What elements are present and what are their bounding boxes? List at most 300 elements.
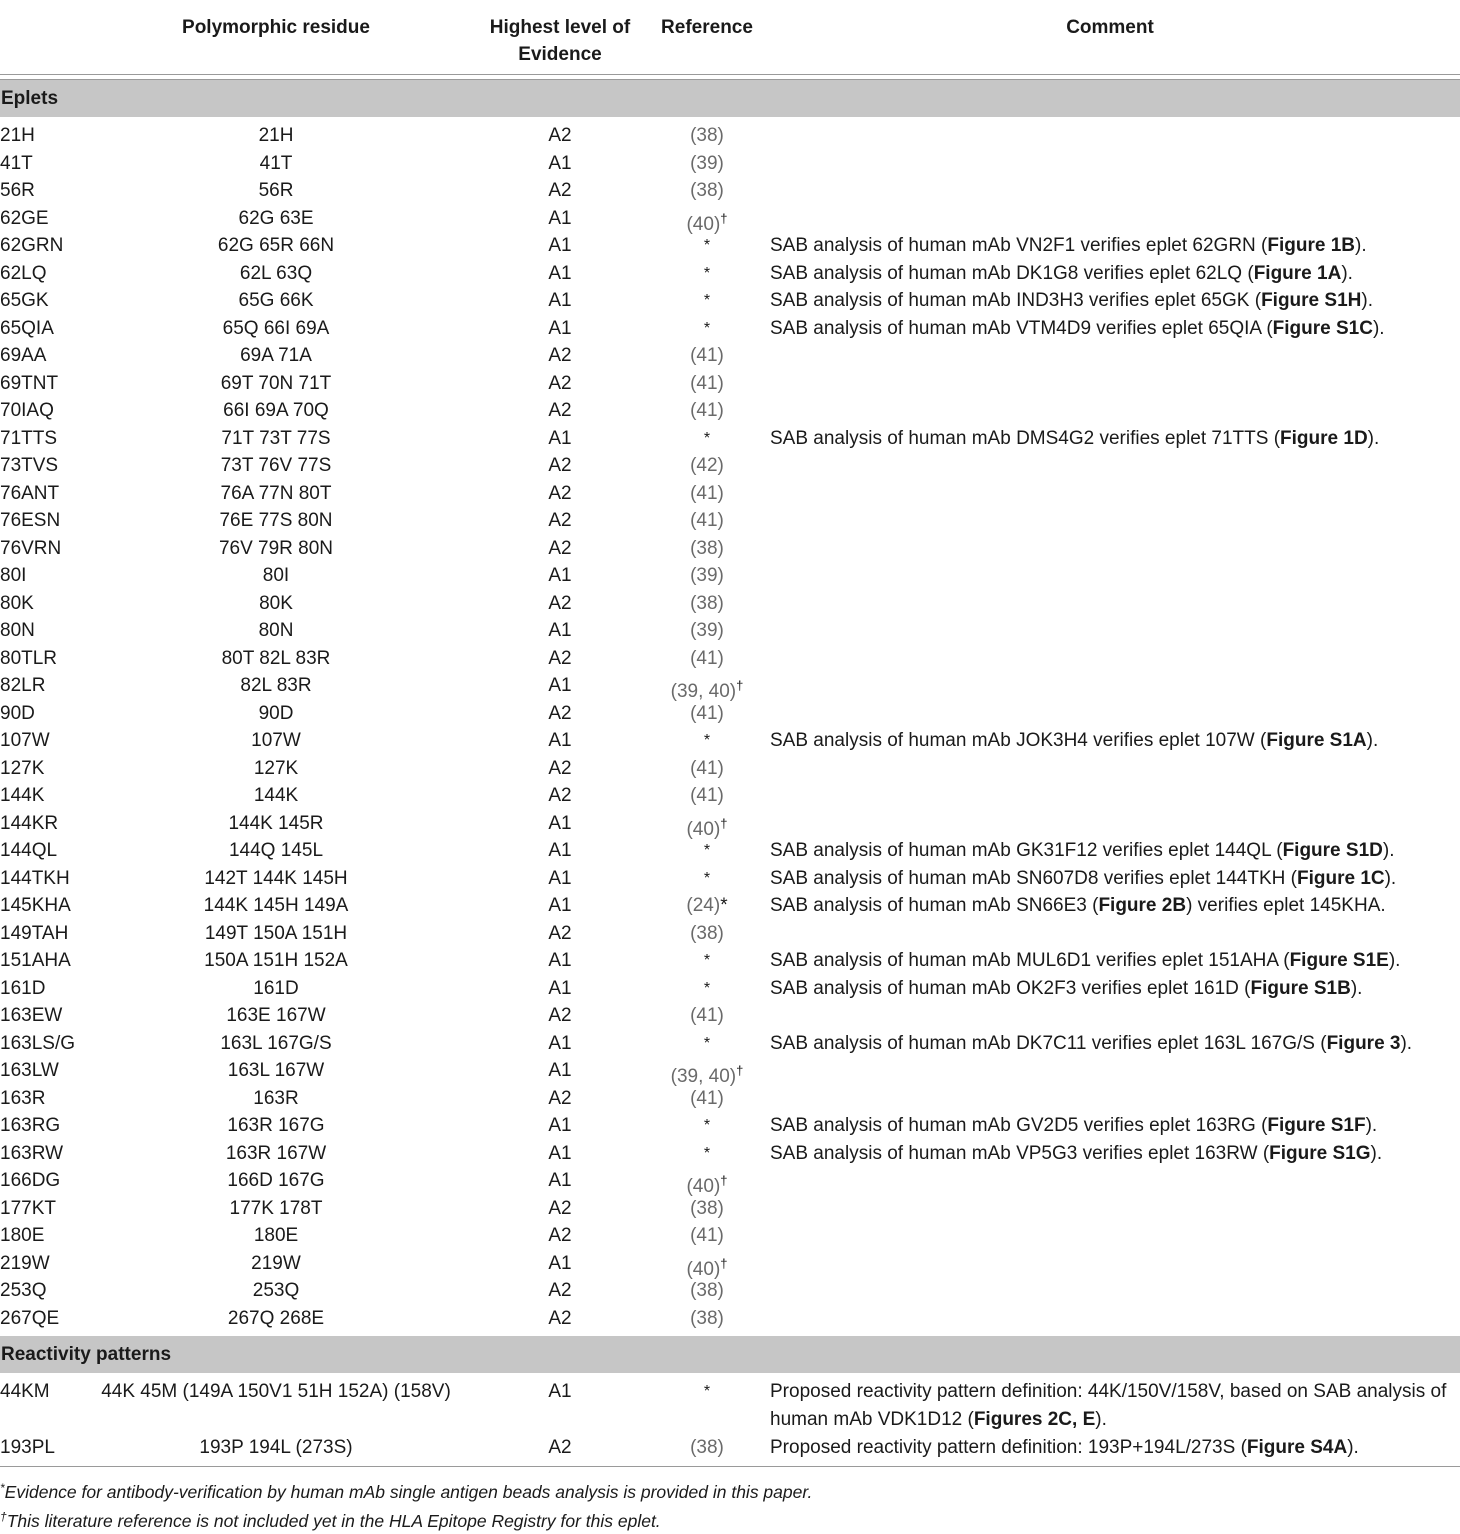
star-mark: * [703, 1117, 711, 1134]
table-row [0, 1434, 1460, 1462]
comment-cell [760, 1195, 1460, 1223]
comment-text: SAB analysis of human mAb DMS4G2 verifies eplet 71TTS ( [770, 427, 1281, 449]
comment-tail: ). [1095, 1408, 1107, 1430]
reactivity-rows [0, 1373, 1460, 1466]
eplet-name: 76ANT [0, 482, 60, 504]
polymorphic-residue: 44K 45M (149A 150V1 51H 152A) (158V) [101, 1381, 451, 1402]
table-row [0, 507, 1460, 535]
reference-cell [654, 1112, 760, 1140]
comment-text: SAB analysis of human mAb DK7C11 verifies eplet 163L 167G/S ( [770, 1032, 1327, 1054]
figure-ref: Figure S1A [1266, 730, 1367, 751]
eplet-name: 127K [0, 757, 45, 779]
comment-cell [760, 1434, 1460, 1462]
reference-cell [654, 672, 760, 700]
table-row [0, 535, 1460, 563]
polymorphic-residue: 76E 77S 80N [219, 510, 333, 531]
eplet-name: 163RW [0, 1142, 64, 1164]
reference-cell [654, 1002, 760, 1030]
evidence-level: A1 [548, 427, 572, 449]
eplet-name: 76VRN [0, 537, 62, 559]
reference-cell [654, 617, 760, 645]
table-row [0, 1250, 1460, 1278]
eplet-name: 144K [0, 785, 45, 806]
table-row [0, 1057, 1460, 1085]
eplet-name: 21H [0, 125, 35, 146]
star-mark: * [703, 237, 711, 254]
evidence-level: A1 [548, 1060, 572, 1081]
table-row [0, 370, 1460, 398]
figure-ref: Figure 1B [1267, 235, 1356, 256]
table-row [0, 727, 1460, 755]
reference-number: (39) [690, 620, 724, 641]
reference-number: (38) [690, 1437, 724, 1458]
table-row [0, 1030, 1460, 1058]
polymorphic-residue: 80T 82L 83R [221, 647, 331, 669]
reference-number: (41) [690, 510, 724, 531]
polymorphic-residue: 193P 194L (273S) [199, 1437, 353, 1458]
table-row [0, 645, 1460, 673]
eplet-name: 65QIA [0, 317, 54, 339]
eplet-name: 144KR [0, 812, 59, 834]
evidence-level: A1 [548, 840, 572, 861]
reference-cell [654, 975, 760, 1003]
reference-number: (41) [690, 482, 724, 504]
table-row [0, 1112, 1460, 1140]
table-row [0, 617, 1460, 645]
polymorphic-residue: 144K 145H 149A [203, 895, 349, 916]
reference-cell [654, 287, 760, 315]
evidence-level: A1 [548, 290, 572, 311]
reference-number: (41) [690, 400, 724, 421]
figure-ref: Figure S4A [1246, 1437, 1348, 1458]
polymorphic-residue: 80I [262, 565, 290, 586]
dagger-mark: † [736, 1063, 744, 1078]
figure-ref: Figure 2B [1098, 895, 1187, 916]
evidence-level: A1 [548, 1142, 572, 1164]
reference-cell [654, 150, 760, 178]
reference-number: (39, 40) [670, 1066, 737, 1087]
reference-cell [654, 920, 760, 948]
section-reactivity: Reactivity patterns [0, 1336, 1460, 1373]
reference-number: (40) [686, 1258, 721, 1280]
eplet-name: 80TLR [0, 647, 58, 669]
polymorphic-residue: 163R 167G [227, 1115, 325, 1136]
comment-cell [760, 315, 1460, 343]
comment-text: SAB analysis of human mAb GV2D5 verifies eplet 163RG ( [770, 1115, 1268, 1136]
figure-ref: Figure S1B [1250, 977, 1351, 999]
eplet-name: 76ESN [0, 510, 61, 531]
comment-cell [760, 837, 1460, 865]
evidence-level: A1 [548, 895, 572, 916]
table-row [0, 1140, 1460, 1168]
eplet-name: 219W [0, 1252, 50, 1274]
reference-number: (38) [690, 180, 724, 201]
table-row [0, 837, 1460, 865]
eplet-name: 145KHA [0, 895, 71, 916]
comment-cell [760, 480, 1460, 508]
figure-ref: Figure S1D [1282, 840, 1383, 861]
table-row [0, 755, 1460, 783]
polymorphic-residue: 80K [259, 592, 293, 614]
comment-cell [760, 975, 1460, 1003]
reference-cell [654, 727, 760, 755]
evidence-level: A2 [548, 647, 572, 669]
reference-cell [654, 535, 760, 563]
evidence-level: A1 [548, 317, 572, 339]
evidence-level: A2 [548, 1437, 572, 1458]
comment-cell [760, 920, 1460, 948]
reference-number: (40) [686, 1176, 721, 1197]
table-row [0, 562, 1460, 590]
table-row [0, 810, 1460, 838]
eplet-name: 41T [0, 152, 33, 174]
evidence-level: A2 [548, 702, 572, 724]
figure-ref: Figure S1E [1289, 950, 1389, 971]
polymorphic-residue: 149T 150A 151H [204, 922, 348, 944]
star-mark: * [703, 979, 711, 997]
reference-number: (24) [686, 895, 721, 916]
comment-cell [760, 260, 1460, 288]
reference-cell [654, 810, 760, 838]
eplet-name: 80N [0, 620, 35, 641]
star-mark: * [703, 952, 711, 969]
evidence-level: A2 [548, 537, 572, 559]
reference-cell [654, 1277, 760, 1305]
polymorphic-residue: 56R [258, 180, 294, 201]
evidence-level: A2 [548, 1307, 572, 1329]
reference-cell [654, 1222, 760, 1250]
star-mark: * [703, 1034, 711, 1052]
reference-cell [654, 425, 760, 453]
footnote-star: *Evidence for antibody-verification by human mAb single antigen beads analysis is provided in this paper. [0, 1480, 813, 1502]
header-col-level: Highest level of Evidence [489, 17, 631, 65]
comment-cell [760, 150, 1460, 178]
reference-cell [654, 122, 760, 150]
reference-number: (41) [690, 1225, 724, 1246]
evidence-level: A2 [548, 482, 572, 504]
dagger-mark: † [720, 815, 728, 831]
table-row [0, 480, 1460, 508]
reference-cell [654, 205, 760, 233]
comment-cell [760, 397, 1460, 425]
evidence-level: A1 [548, 1252, 572, 1274]
figure-ref: Figure S1C [1272, 317, 1373, 339]
reference-number: (41) [690, 757, 724, 779]
polymorphic-residue: 21H [258, 125, 294, 146]
comment-text: SAB analysis of human mAb VP5G3 verifies eplet 163RW ( [770, 1142, 1270, 1164]
comment-tail: ). [1367, 427, 1380, 449]
figure-ref: Figure S1G [1269, 1142, 1371, 1164]
comment-tail: ). [1388, 950, 1401, 971]
comment-cell [760, 1167, 1460, 1195]
reference-cell [654, 507, 760, 535]
eplet-name: 166DG [0, 1170, 61, 1191]
polymorphic-residue: 267Q 268E [227, 1307, 325, 1329]
evidence-level: A1 [548, 977, 572, 999]
eplet-name: 65GK [0, 290, 49, 311]
evidence-level: A1 [548, 207, 572, 229]
polymorphic-residue: 142T 144K 145H [204, 867, 348, 889]
eplet-name: 163LW [0, 1060, 59, 1081]
evidence-level: A1 [548, 812, 572, 834]
evidence-level: A2 [548, 592, 572, 614]
reference-number: (38) [690, 1280, 724, 1301]
table-row [0, 892, 1460, 920]
table-row [0, 590, 1460, 618]
figure-ref: Figures 2C, E [973, 1408, 1096, 1430]
polymorphic-residue: 166D 167G [227, 1170, 325, 1191]
table-row [0, 920, 1460, 948]
reference-number: (41) [690, 647, 724, 669]
reference-cell [654, 755, 760, 783]
comment-text: SAB analysis of human mAb VN2F1 verifies eplet 62GRN ( [770, 235, 1268, 256]
section-eplets: Eplets [0, 80, 1460, 117]
comment-tail: ). [1384, 867, 1397, 889]
eplet-name: 56R [0, 180, 35, 201]
polymorphic-residue: 69A 71A [240, 345, 312, 366]
star-mark: * [703, 319, 711, 337]
dagger-mark: † [720, 1173, 728, 1188]
reference-cell [654, 1378, 760, 1434]
eplet-name: 161D [0, 977, 46, 999]
eplet-name: 73TVS [0, 455, 59, 476]
eplet-name: 193PL [0, 1437, 55, 1458]
comment-tail: ). [1366, 730, 1379, 751]
table-row [0, 1195, 1460, 1223]
comment-cell [760, 1057, 1460, 1085]
table-row [0, 260, 1460, 288]
polymorphic-residue: 144K 145R [228, 812, 324, 834]
comment-cell [760, 947, 1460, 975]
comment-cell [760, 452, 1460, 480]
polymorphic-residue: 65Q 66I 69A [222, 317, 330, 339]
dagger-mark: † [720, 210, 728, 226]
table-row [0, 1305, 1460, 1333]
polymorphic-residue: 65G 66K [238, 290, 314, 311]
eplet-name: 69TNT [0, 372, 59, 394]
table-row [0, 1085, 1460, 1113]
evidence-level: A2 [548, 922, 572, 944]
table-row [0, 700, 1460, 728]
star-mark: * [703, 1144, 711, 1162]
evidence-level: A1 [548, 1032, 572, 1054]
evidence-level: A1 [548, 152, 572, 174]
evidence-level: A1 [548, 730, 572, 751]
reference-cell [654, 342, 760, 370]
reference-cell [654, 1140, 760, 1168]
comment-cell [760, 672, 1460, 700]
comment-cell [760, 755, 1460, 783]
eplet-name: 144QL [0, 840, 58, 861]
polymorphic-residue: 163R 167W [225, 1142, 327, 1164]
comment-cell [760, 727, 1460, 755]
table-header [0, 0, 1460, 75]
comment-cell [760, 590, 1460, 618]
comment-cell [760, 782, 1460, 810]
reference-cell [654, 1167, 760, 1195]
table-row [0, 342, 1460, 370]
table-row [0, 1277, 1460, 1305]
comment-text: SAB analysis of human mAb MUL6D1 verifies eplet 151AHA ( [770, 950, 1290, 971]
star-mark: * [703, 732, 711, 749]
reference-cell [654, 892, 760, 920]
header-col-residue: Polymorphic residue [182, 17, 370, 38]
comment-text: SAB analysis of human mAb JOK3H4 verifies eplet 107W ( [770, 730, 1267, 751]
figure-ref: Figure 3 [1326, 1032, 1401, 1054]
comment-cell [760, 617, 1460, 645]
comment-cell [760, 1085, 1460, 1113]
evidence-level: A1 [548, 235, 572, 256]
reference-cell [654, 1305, 760, 1333]
eplet-name: 82LR [0, 675, 46, 696]
evidence-level: A2 [548, 345, 572, 366]
reference-cell [654, 315, 760, 343]
reference-cell [654, 260, 760, 288]
reference-cell [654, 782, 760, 810]
star-mark: * [703, 869, 711, 887]
comment-text: SAB analysis of human mAb SN66E3 ( [770, 895, 1099, 916]
eplet-name: 177KT [0, 1197, 56, 1219]
reference-cell [654, 837, 760, 865]
reference-number: (41) [690, 1005, 724, 1026]
comment-cell [760, 205, 1460, 233]
eplet-name: 149TAH [0, 922, 69, 944]
reference-cell [654, 480, 760, 508]
eplet-name: 144TKH [0, 867, 70, 889]
table-row [0, 205, 1460, 233]
table-row [0, 782, 1460, 810]
evidence-level: A1 [548, 1115, 572, 1136]
evidence-level: A2 [548, 455, 572, 476]
eplet-name: 163EW [0, 1005, 63, 1026]
polymorphic-residue: 90D [258, 702, 294, 724]
eplet-name: 163LS/G [0, 1032, 75, 1054]
reference-number: (38) [690, 922, 724, 944]
table-row [0, 975, 1460, 1003]
eplet-name: 44KM [0, 1381, 50, 1402]
reference-number: (42) [690, 455, 724, 476]
table-row [0, 397, 1460, 425]
eplet-name: 69AA [0, 345, 47, 366]
eplet-name: 163RG [0, 1115, 61, 1136]
reference-cell [654, 1030, 760, 1058]
reference-number: (38) [690, 125, 724, 146]
polymorphic-residue: 144Q 145L [228, 840, 324, 861]
table-row [0, 1167, 1460, 1195]
polymorphic-residue: 163L 167W [227, 1060, 325, 1081]
reference-cell [654, 452, 760, 480]
polymorphic-residue: 163R [253, 1087, 299, 1109]
table-row [0, 122, 1460, 150]
polymorphic-residue: 71T 73T 77S [221, 427, 331, 449]
eplet-name: 253Q [0, 1280, 47, 1301]
comment-text: SAB analysis of human mAb IND3H3 verifies eplet 65GK ( [770, 290, 1262, 311]
eplet-name: 80K [0, 592, 34, 614]
polymorphic-residue: 62G 65R 66N [217, 235, 335, 256]
evidence-level: A1 [548, 1381, 572, 1402]
reference-cell [654, 232, 760, 260]
comment-tail: ). [1372, 317, 1385, 339]
eplet-name: 70IAQ [0, 400, 54, 421]
table-row [0, 425, 1460, 453]
eplet-name: 151AHA [0, 950, 71, 971]
comment-text: Proposed reactivity pattern definition: 44K/150V/158V, based on SAB analysis of human mAb VDK1D12 ( [770, 1381, 1447, 1430]
table-row [0, 1002, 1460, 1030]
comment-cell [760, 1277, 1460, 1305]
table-row [0, 315, 1460, 343]
polymorphic-residue: 76A 77N 80T [220, 482, 332, 504]
polymorphic-residue: 144K [253, 785, 299, 806]
comment-cell [760, 1222, 1460, 1250]
polymorphic-residue: 73T 76V 77S [220, 455, 332, 476]
reference-number: (38) [690, 1307, 724, 1329]
reference-cell [654, 947, 760, 975]
evidence-level: A2 [548, 1087, 572, 1109]
header-col-reference: Reference [661, 17, 753, 38]
reference-number: (39, 40) [670, 681, 737, 702]
reference-number: (39) [690, 565, 724, 586]
comment-cell [760, 535, 1460, 563]
footnote-dagger: †This literature reference is not included yet in the HLA Epitope Registry for this eplet. [0, 1509, 661, 1531]
table-row [0, 177, 1460, 205]
eplet-name: 163R [0, 1087, 46, 1109]
eplet-name: 107W [0, 730, 50, 751]
table-row [0, 947, 1460, 975]
table-row [0, 1378, 1460, 1434]
eplet-name: 71TTS [0, 427, 58, 449]
reference-cell [654, 177, 760, 205]
evidence-level: A1 [548, 565, 572, 586]
eplet-name: 80I [0, 565, 27, 586]
polymorphic-residue: 66I 69A 70Q [223, 400, 329, 421]
reference-cell [654, 1057, 760, 1085]
figure-ref: Figure 1C [1296, 867, 1385, 889]
table-row [0, 1222, 1460, 1250]
comment-cell [760, 892, 1460, 920]
evidence-level: A2 [548, 785, 572, 806]
reference-number: (38) [690, 592, 724, 614]
polymorphic-residue: 76V 79R 80N [218, 537, 334, 559]
comment-tail: ). [1347, 1437, 1359, 1458]
polymorphic-residue: 163E 167W [226, 1005, 326, 1026]
polymorphic-residue: 107W [251, 730, 301, 751]
reference-cell [654, 1434, 760, 1462]
comment-tail: ). [1400, 1032, 1413, 1054]
polymorphic-residue: 41T [259, 152, 293, 174]
evidence-level: A1 [548, 867, 572, 889]
table-row [0, 150, 1460, 178]
reference-number: (41) [690, 785, 724, 806]
comment-text: SAB analysis of human mAb DK1G8 verifies eplet 62LQ ( [770, 262, 1254, 284]
reference-cell [654, 865, 760, 893]
figure-ref: Figure S1F [1267, 1115, 1366, 1136]
evidence-level: A2 [548, 372, 572, 394]
comment-cell [760, 1112, 1460, 1140]
reference-cell [654, 1195, 760, 1223]
polymorphic-residue: 150A 151H 152A [204, 950, 348, 971]
evidence-level: A2 [548, 757, 572, 779]
eplet-name: 90D [0, 702, 35, 724]
table-footnotes [0, 1466, 1460, 1534]
eplet-name: 62GRN [0, 235, 64, 256]
polymorphic-residue: 127K [253, 757, 299, 779]
polymorphic-residue: 161D [253, 977, 299, 999]
reference-cell [654, 562, 760, 590]
reference-cell [654, 700, 760, 728]
comment-cell [760, 562, 1460, 590]
comment-text: SAB analysis of human mAb SN607D8 verifies eplet 144TKH ( [770, 867, 1297, 889]
reference-cell [654, 1250, 760, 1278]
